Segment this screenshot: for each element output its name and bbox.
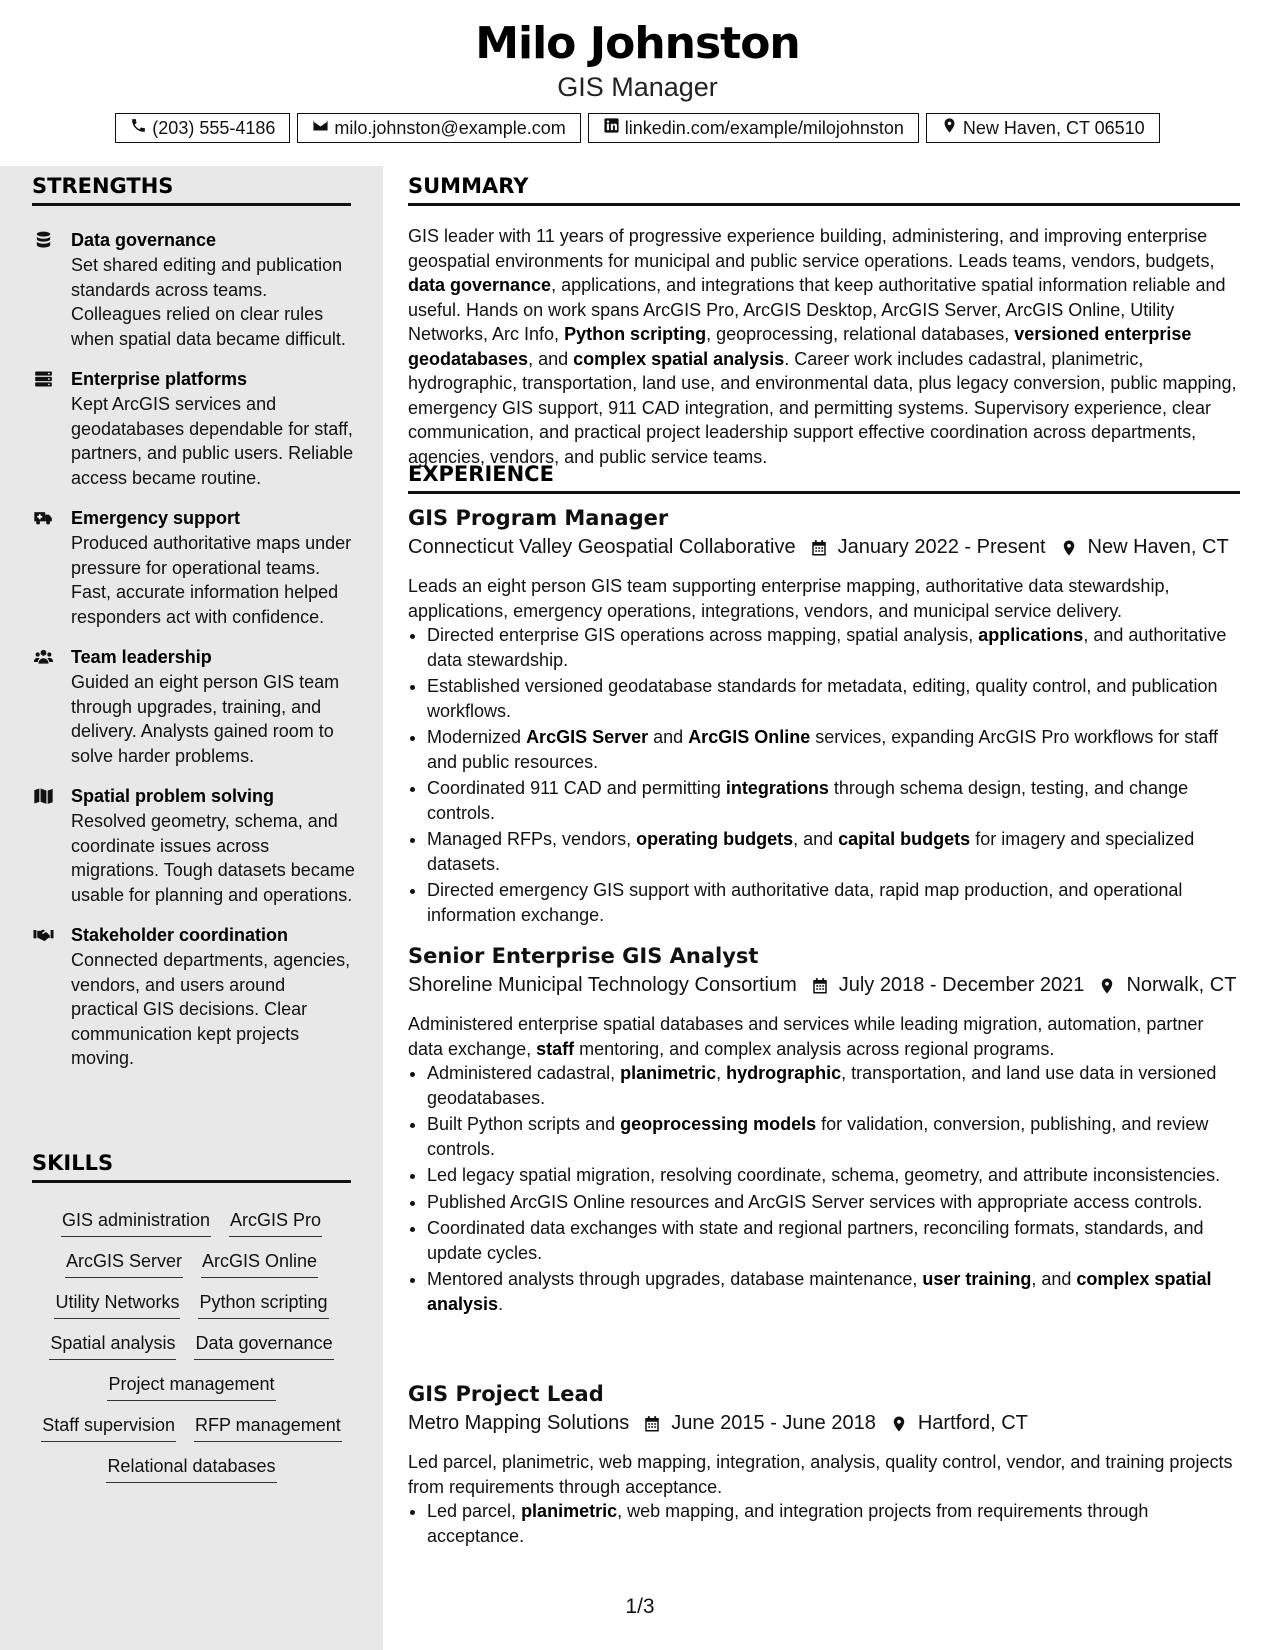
strength-item (32, 784, 357, 907)
strength-description: Resolved geometry, schema, and coordinate issues across migrations. Tough datasets became usable for planning and operations. (71, 811, 355, 905)
text-run: , applications, and integrations that keep authoritative spatial information reliable and useful. Hands on work spans ArcGIS Pro, ArcGIS Desktop, ArcGIS Server, ArcGIS Online, Utility Networks, Arc Info, (408, 275, 1226, 344)
calendar-icon (811, 973, 839, 1003)
text-run: Coordinated data exchanges with state and regional partners, reconciling formats, standards, and update cycles. (427, 1218, 1204, 1263)
job-bullets (408, 623, 1240, 927)
job-bullets (408, 1499, 1240, 1548)
skill-tag: Python scripting (198, 1290, 328, 1319)
skill-tag: ArcGIS Online (201, 1249, 318, 1278)
strength-title: Enterprise platforms (71, 369, 248, 389)
emphasis-text: capital budgets (838, 829, 971, 849)
handshake-icon (32, 925, 55, 945)
text-run: , web mapping, and integration projects from requirements through acceptance. (427, 1501, 1149, 1546)
skills-list (32, 1208, 351, 1483)
text-run: Administered cadastral, (427, 1063, 621, 1083)
strength-description: Produced authoritative maps under pressure for operational teams. Fast, accurate information helped responders act with confidence. (71, 533, 352, 627)
bullet-item (427, 1163, 1240, 1188)
skill-tag: Relational databases (106, 1454, 276, 1483)
job-meta (408, 1411, 1240, 1441)
text-run: Led parcel, (427, 1501, 522, 1521)
text-run: mentoring, and complex analysis across regional programs. (574, 1038, 1055, 1059)
text-run: for validation, conversion, publishing, and review controls. (427, 1114, 1209, 1159)
contact-email-text: milo.johnston@example.com (334, 117, 566, 138)
skill-tag: ArcGIS Server (65, 1249, 183, 1278)
job-title: Senior Enterprise GIS Analyst (408, 944, 759, 968)
strength-description: Connected departments, agencies, vendors, and users around practical GIS decisions. Clear communication kept projects moving. (71, 950, 351, 1068)
emphasis-text: hydrographic (726, 1063, 842, 1083)
users-icon (32, 647, 55, 667)
page-number: 1/3 (625, 1595, 655, 1618)
skill-tag: Project management (107, 1372, 275, 1401)
bullet-item (427, 1061, 1240, 1110)
text-run: , and (528, 348, 574, 369)
bullet-item (427, 827, 1240, 876)
candidate-name: Milo Johnston (475, 18, 800, 69)
emphasis-text: integrations (725, 778, 829, 798)
bullet-item (427, 1190, 1240, 1215)
summary-text (408, 224, 1240, 469)
skill-tag: Staff supervision (41, 1413, 176, 1442)
job-dates (811, 973, 1085, 1003)
bullet-item (427, 1499, 1240, 1548)
text-run: and (648, 727, 689, 747)
text-run: . (498, 1293, 504, 1314)
strength-description: Set shared editing and publication standards across teams. Colleagues relied on clear rules when spatial data became difficult. (71, 255, 346, 349)
emphasis-text: user training (922, 1269, 1032, 1289)
strength-title: Data governance (71, 230, 217, 250)
job-title: GIS Project Lead (408, 1382, 604, 1406)
map-pin-icon (1098, 973, 1126, 1003)
bullet-item (427, 1216, 1240, 1265)
job-company: Shoreline Municipal Technology Consortium (408, 974, 797, 996)
text-run: Led legacy spatial migration, resolving coordinate, schema, geometry, and attribute inconsistencies. (427, 1165, 1221, 1185)
strength-item (32, 645, 357, 768)
job-title: GIS Program Manager (408, 506, 669, 530)
text-run: Directed enterprise GIS operations across mapping, spatial analysis, (427, 625, 979, 645)
job-company: Connecticut Valley Geospatial Collaborative (408, 536, 796, 558)
skill-tag: ArcGIS Pro (229, 1208, 322, 1237)
emphasis-text: geoprocessing models (620, 1114, 817, 1134)
resume-header (0, 0, 1275, 166)
emphasis-text: ArcGIS Server (526, 727, 649, 747)
job-description (408, 1012, 1240, 1061)
emphasis-text: planimetric (521, 1501, 618, 1521)
strength-item (32, 506, 357, 629)
bullet-item (427, 623, 1240, 672)
job-dates-text: June 2015 - June 2018 (671, 1412, 876, 1434)
calendar-icon (810, 535, 838, 565)
job-bullets (408, 1061, 1240, 1316)
text-run: services, expanding ArcGIS Pro workflows for staff and public resources. (427, 727, 1219, 772)
skill-tag: Data governance (194, 1331, 333, 1360)
text-run: Administered enterprise spatial databases and services while leading migration, automation, partner data exchange, (408, 1014, 1204, 1059)
strength-item (32, 228, 357, 351)
emphasis-text: operating budgets (636, 829, 794, 849)
text-run: , geoprocessing, relational databases, (706, 324, 1015, 344)
text-run: Published ArcGIS Online resources and ArcGIS Server services with appropriate access controls. (427, 1191, 1203, 1212)
job-location-text: Norwalk, CT (1126, 974, 1237, 996)
strengths-heading: STRENGTHS (32, 174, 351, 206)
text-run: . Career work includes cadastral, planimetric, hydrographic, transportation, land use, and environmental data, plus legacy conversion, public mapping, emergency GIS support, 911 CAD integration, and permitting systems. Supervisory experience, clear communication, and practical project leadership support effective coordination across departments, agencies, vendors, and public service teams. (408, 348, 1237, 467)
linkedin-icon (603, 117, 620, 139)
bullet-item (427, 776, 1240, 825)
bullet-item (427, 674, 1240, 723)
text-run: for imagery and specialized datasets. (427, 829, 1195, 874)
text-run: Directed emergency GIS support with authoritative data, rapid map production, and operational information exchange. (427, 880, 1183, 925)
text-run: Coordinated 911 CAD and permitting (427, 778, 726, 798)
job-location-text: New Haven, CT (1087, 536, 1229, 558)
skill-tag: Utility Networks (54, 1290, 180, 1319)
job-entry (408, 503, 1240, 929)
text-run: through schema design, testing, and change controls. (427, 778, 1189, 823)
text-run: , and (793, 829, 839, 849)
emphasis-text: complex spatial analysis (573, 348, 785, 369)
contact-phone[interactable] (115, 113, 290, 143)
strength-description: Guided an eight person GIS team through upgrades, training, and delivery. Analysts gained room to solve harder problems. (71, 672, 340, 766)
contact-email[interactable] (297, 113, 580, 143)
contact-location (926, 113, 1160, 143)
contact-linkedin-text: linkedin.com/example/milojohnston (624, 117, 904, 138)
text-run: Modernized (427, 727, 527, 747)
job-dates (643, 1411, 876, 1441)
strength-title: Team leadership (71, 647, 212, 667)
map-pin-icon (1060, 535, 1088, 565)
job-location (890, 1411, 1028, 1441)
skill-tag: GIS administration (61, 1208, 211, 1237)
text-run: Managed RFPs, vendors, (427, 829, 637, 849)
strength-title: Emergency support (71, 508, 241, 528)
skill-tag: Spatial analysis (49, 1331, 176, 1360)
calendar-icon (643, 1411, 671, 1441)
bullet-item (427, 878, 1240, 927)
text-run: , transportation, and land use data in versioned geodatabases. (427, 1063, 1217, 1108)
skill-tag: RFP management (194, 1413, 342, 1442)
experience-heading: EXPERIENCE (408, 462, 1240, 494)
emphasis-text: data governance (408, 275, 552, 295)
contact-location-text: New Haven, CT 06510 (962, 117, 1145, 138)
job-description: Leads an eight person GIS team supporting enterprise mapping, authoritative data stewardship, applications, emergency operations, integrations, vendors, and municipal service delivery. (408, 576, 1170, 621)
emphasis-text: planimetric (620, 1063, 717, 1083)
emphasis-text: staff (536, 1038, 575, 1059)
job-meta (408, 535, 1240, 565)
candidate-title: GIS Manager (557, 72, 718, 102)
database-icon (32, 230, 55, 250)
bullet-item (427, 1267, 1240, 1316)
phone-icon (130, 117, 147, 139)
contact-bar (0, 113, 1275, 143)
job-dates (810, 535, 1046, 565)
text-run: , and authoritative data stewardship. (427, 625, 1227, 670)
emphasis-text: complex spatial analysis (427, 1269, 1212, 1314)
text-run: , and (1031, 1269, 1077, 1289)
emphasis-text: ArcGIS Online (688, 727, 811, 747)
job-meta (408, 973, 1240, 1003)
text-run: Established versioned geodatabase standards for metadata, editing, quality control, and publication workflows. (427, 676, 1218, 721)
skills-heading: SKILLS (32, 1151, 351, 1183)
job-dates-text: July 2018 - December 2021 (838, 974, 1085, 996)
strength-item (32, 367, 357, 490)
map-icon (32, 786, 55, 806)
job-location (1098, 973, 1236, 1003)
contact-linkedin[interactable] (588, 113, 919, 143)
envelope-icon (312, 117, 329, 139)
ambulance-icon (32, 508, 55, 528)
map-pin-icon (890, 1411, 918, 1441)
text-run: GIS leader with 11 years of progressive experience building, administering, and improving enterprise geospatial environments for municipal and public service operations. Leads teams, vendors, budgets, (408, 226, 1215, 271)
job-entry (408, 941, 1240, 1318)
text-run: Mentored analysts through upgrades, database maintenance, (427, 1269, 923, 1289)
job-entry (408, 1379, 1240, 1550)
map-pin-icon (941, 117, 958, 139)
bullet-item (427, 725, 1240, 774)
bullet-item (427, 1112, 1240, 1161)
summary-heading: SUMMARY (408, 174, 1240, 206)
text-run: , (716, 1063, 727, 1083)
strength-title: Stakeholder coordination (71, 925, 289, 945)
job-dates-text: January 2022 - Present (837, 536, 1046, 558)
strength-title: Spatial problem solving (71, 786, 275, 806)
emphasis-text: versioned enterprise geodatabases (408, 324, 1192, 369)
job-location-text: Hartford, CT (917, 1412, 1028, 1434)
emphasis-text: Python scripting (564, 324, 707, 344)
job-location (1060, 535, 1229, 565)
strength-item (32, 923, 357, 1071)
job-description: Led parcel, planimetric, web mapping, integration, analysis, quality control, vendor, and training projects from requirements through acceptance. (408, 1452, 1233, 1497)
job-company: Metro Mapping Solutions (408, 1412, 630, 1434)
emphasis-text: applications (978, 625, 1084, 645)
strength-description: Kept ArcGIS services and geodatabases dependable for staff, partners, and public users. Reliable access became routine. (71, 394, 354, 488)
text-run: Built Python scripts and (427, 1114, 621, 1134)
strengths-list (32, 228, 357, 1087)
contact-phone-text: (203) 555-4186 (152, 117, 276, 138)
server-icon (32, 369, 55, 389)
